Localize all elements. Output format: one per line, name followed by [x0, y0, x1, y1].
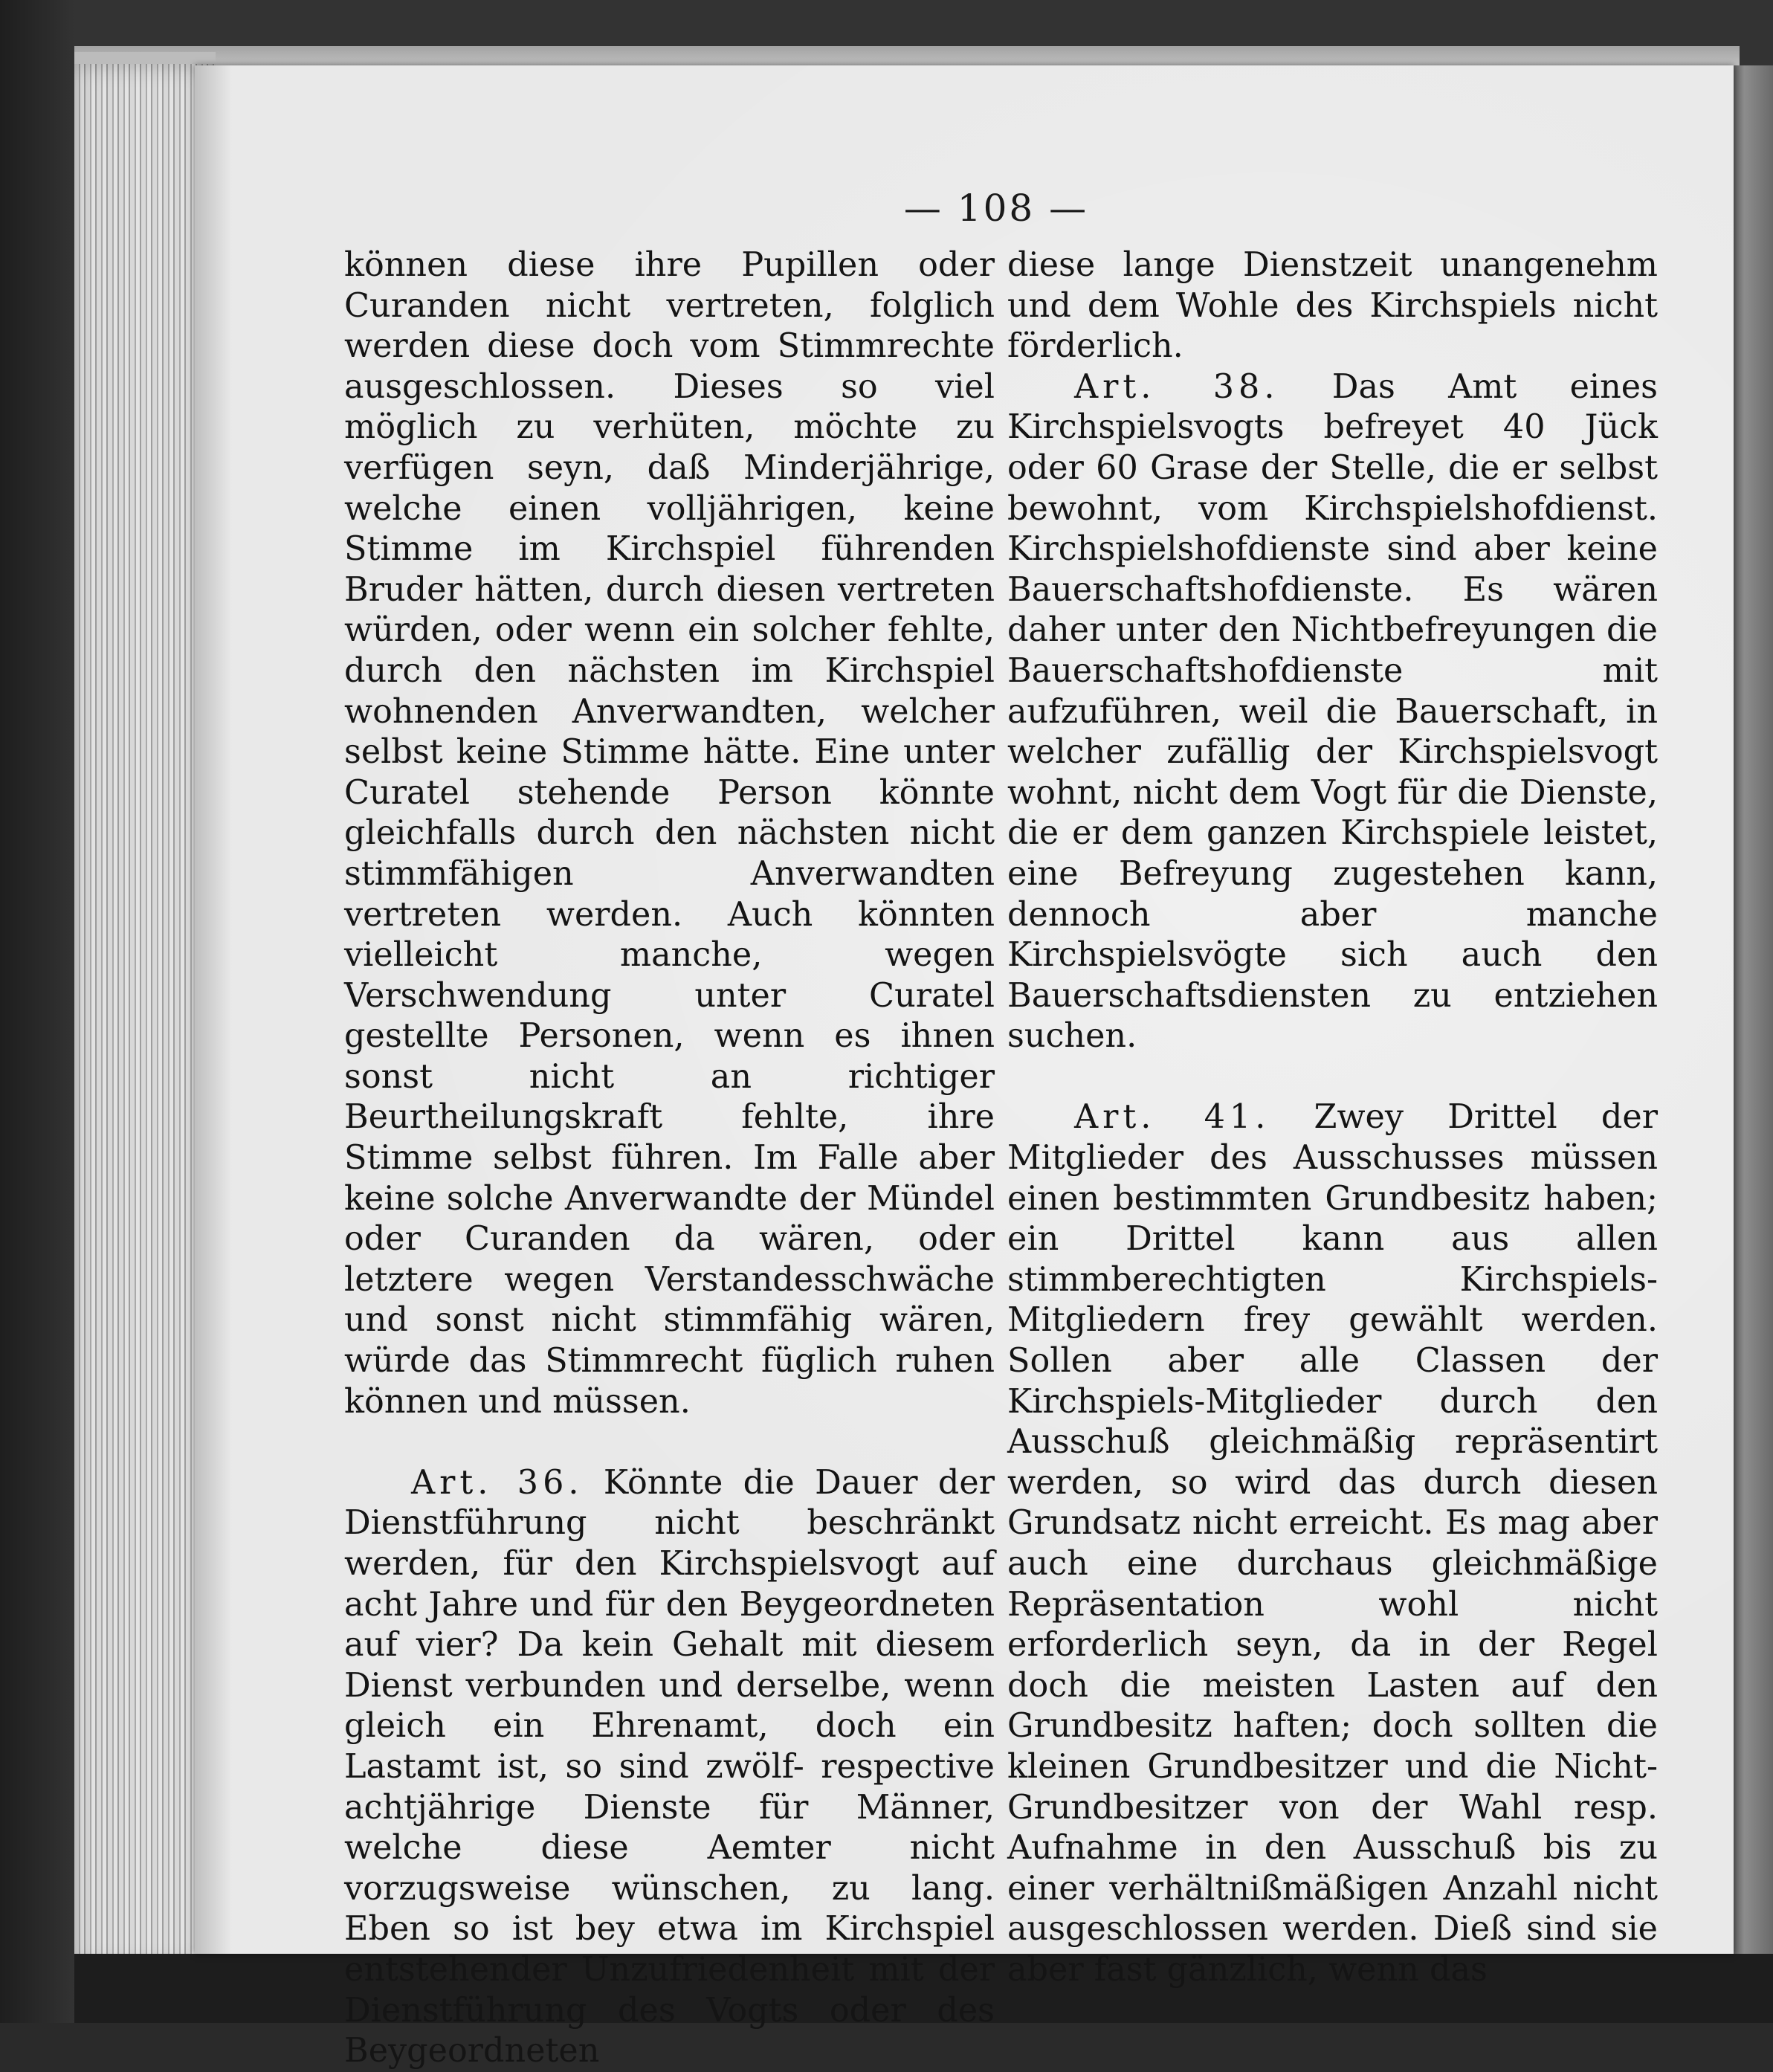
paragraph-continued [1007, 245, 1658, 367]
article-label: Art. 38. [1074, 367, 1279, 406]
article-41-paragraph [1007, 1097, 1658, 1990]
article-label: Art. 41. [1074, 1098, 1270, 1137]
left-text-column [344, 245, 995, 2072]
paragraph-text: können diese ihre Pupillen oder Curanden nicht vertreten, folglich werden diese doch vom Stimmrechte ausgeschlossen. Dieses so viel möglich zu verhüten, möchte zu verfügen seyn, daß Minderjährige, welche einen volljährigen, keine Stimme im Kirchspiel führenden Bruder hätten, durch diesen vertreten würden, oder wenn ein solcher fehlte, durch den nächsten im Kirchspiel wohnenden Anverwandten, welcher selbst keine Stimme hätte. Eine unter Curatel stehende Person könnte gleichfalls durch den nächsten nicht stimmfähigen Anverwandten vertreten werden. Auch könnten vielleicht manche, wegen Verschwendung unter Curatel gestellte Personen, wenn es ihnen sonst nicht an richtiger Beurtheilungskraft fehlte, ihre Stimme selbst führen. Im Falle aber keine solche Anverwandte der Mündel oder Curanden da wären, oder letztere wegen Verstandesschwäche und sonst nicht stimmfähig wären, würde das Stimmrecht füglich ruhen können und müssen. [344, 246, 995, 1421]
article-38-paragraph [1007, 367, 1658, 1057]
paragraph-text: Das Amt eines Kirchspielsvogts befreyet 40 Jück oder 60 Grase der Stelle, die er selbst bewohnt, vom Kirchspielshofdienst. Kirchspielshofdienste sind aber keine Bauerschaftshofdienste. Es wären daher unter den Nichtbefreyungen die Bauerschaftshofdienste mit aufzuführen, weil die Bauerschaft, in welcher zufällig der Kirchspielsvogt wohnt, nicht dem Vogt für die Dienste, die er dem ganzen Kirchspiele leistet, eine Befreyung zugestehen kann, dennoch aber manche Kirchspielsvögte sich auch den Bauerschaftsdiensten zu entziehen suchen. [1007, 367, 1658, 1056]
paragraph-text: Könnte die Dauer der Dienstführung nicht beschränkt werden, für den Kirchspielsvogt auf acht Jahre und für den Beygeordneten auf vier? Da kein Gehalt mit diesem Dienst verbunden und derselbe, wenn gleich ein Ehrenamt, doch ein Lastamt ist, so sind zwölf- respective achtjährige Dienste für Männer, welche diese Aemter nicht vorzugsweise wünschen, zu lang. Eben so ist bey etwa im Kirchspiel entstehender Unzufriedenheit mit der Dienstführung des Vogts oder des Beygeordneten [344, 1463, 995, 2071]
paragraph-continued [344, 245, 995, 1422]
paragraph-text: Zwey Drittel der Mitglieder des Ausschusses müssen einen bestimmten Grundbesitz haben; ein Drittel kann aus allen stimmberechtigten Kirchspiels-Mitgliedern frey gewählt werden. Sollen aber alle Classen der Kirchspiels-Mitglieder durch den Ausschuß gleichmäßig repräsentirt werden, so wird das durch diesen Grundsatz nicht erreicht. Es mag aber auch eine durchaus gleichmäßige Repräsentation wohl nicht erforderlich seyn, da in der Regel doch die meisten Lasten auf den Grundbesitz haften; doch sollten die kleinen Grundbesitzer und die Nicht-Grundbesitzer von der Wahl resp. Aufnahme in den Ausschuß bis zu einer verhältnißmäßigen Anzahl nicht ausgeschlossen werden. Dieß sind sie aber fast gänzlich, wenn das [1007, 1098, 1658, 1989]
article-36-paragraph [344, 1463, 995, 2072]
article-label: Art. 36. [411, 1463, 584, 1502]
paragraph-text: diese lange Dienstzeit unangenehm und dem Wohle des Kirchspiels nicht förderlich. [1007, 246, 1658, 366]
page-number: — 108 — [903, 187, 1089, 230]
facing-page-edge [1732, 65, 1773, 1969]
right-text-column [1007, 245, 1658, 1991]
